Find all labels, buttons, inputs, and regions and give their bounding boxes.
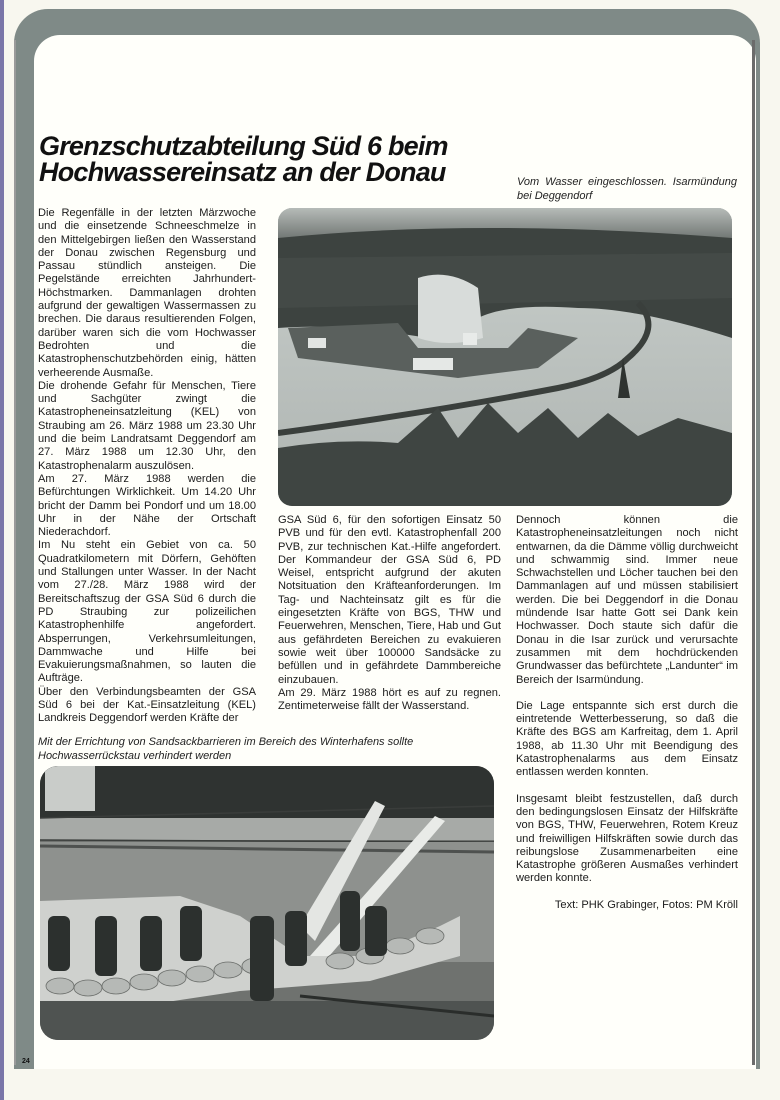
page-number: 24 — [22, 1058, 30, 1065]
right-rule — [752, 40, 755, 1065]
paragraph: Im Nu steht ein Gebiet von ca. 50 Quadratkilometern mit Dörfern, Gehöften und Stallungen unter Wasser. In der Nacht vom 27./28. März 1988 wird der Bereitschaftszug der GSA Süd 6 durch die PD Straubing zur polizeilichen Katastrophenhilfe angefordert. Absperrungen, Verkehrsumleitungen, Dammwache und Hilfe bei Evakuierungsmaßnahmen, so lauten die Aufträge. — [38, 539, 256, 685]
left-rule — [14, 40, 16, 1065]
photo-caption-top: Vom Wasser eingeschlossen. Isarmündung bei Deggendorf — [517, 176, 737, 202]
paragraph: GSA Süd 6, für den sofortigen Einsatz 50 PVB und für den evtl. Katastrophenfall 200 PVB, zur technischen Kat.-Hilfe angefordert. Der Kommandeur der GSA Süd 6, PD Weisel, entspricht aufgrund der akuten Notsituation den Kräfteanforderungen. Im Tag- und Nachteinsatz gilt es für die eingesetzten Kräfte von BGS, THW und Feuerwehren, Menschen, Tiere, Hab und Gut aus gefährdeten Bereichen zu evakuieren sowie weit über 100000 Sandsäcke zu befüllen und in gefährdete Dammbereiche einzubauen. — [278, 514, 501, 686]
paragraph: Die Lage entspannte sich erst durch die eintretende Wetterbesserung, so daß die Kräfte des BGS am Karfreitag, dem 1. April 1988, ab 11.30 Uhr mit Beendigung des Katastrophenalarms aus dem Einsatz entlassen werden konnten. — [516, 699, 738, 779]
scan-edge — [0, 0, 4, 1100]
paragraph: Die Regenfälle in der letzten Märzwoche und die einsetzende Schneeschmelze in den Mittelgebirgen ließen den Wasserstand der Donau zwischen Regensburg und Passau stündlich ansteigen. Die Pegelstände erreichten Jahrhundert-Höchstmarken. Dammanlagen drohten aufgrund der gewaltigen Wassermassen zu brechen. Die daraus resultierenden Folgen, darüber waren sich die vom Hochwasser Bedrohten und die Katastrophenschutzbehörden einig, hätten verheerende Ausmaße. — [38, 207, 256, 379]
flood-photo-graphic — [278, 208, 732, 506]
paragraph: Dennoch können die Katastropheneinsatzleitungen noch nicht entwarnen, da die Dämme völlig durchweicht und schwammig sind. Immer neue Schwachstellen und Löcher tauchen bei den Dammanlagen auf und müssen stabilisiert werden. Die bei Deggendorf in die Donau mündende Isar hatte Gott sei Dank kein Hochwasser. Doch staute sich dafür die Donau in die Isar zurück und verursachte zusammen mit dem hochdrückenden Grundwasser das befürchtete „Landunter“ im Bereich der Isarmündung. — [516, 514, 738, 686]
article-column-right — [516, 514, 738, 912]
article-headline: Grenzschutzabteilung Süd 6 beim Hochwassereinsatz an der Donau — [39, 131, 448, 187]
paragraph: Am 29. März 1988 hört es auf zu regnen. Zentimeterweise fällt der Wasserstand. — [278, 686, 501, 713]
article-column-left — [38, 207, 256, 726]
paragraph: Insgesamt bleibt festzustellen, daß durch den bedingungslosen Einsatz der Hilfskräfte von BGS, THW, Feuerwehren, Rotem Kreuz und freiwilligen Hilfskräften sowie durch das reibungslose Zusammenarbeiten eine Katastrophe größeren Ausmaßes verhindert werden konnte. — [516, 792, 738, 885]
article-credit: Text: PHK Grabinger, Fotos: PM Kröll — [554, 898, 738, 911]
sandbag-barrier-photo — [40, 766, 494, 1040]
photo-caption-bottom: Mit der Errichtung von Sandsackbarrieren im Bereich des Winterhafens sollte Hochwasserrückstau verhindert werden — [38, 736, 414, 762]
sandbag-photo-graphic — [40, 766, 494, 1040]
paragraph: Die drohende Gefahr für Menschen, Tiere und Sachgüter zwingt die Katastropheneinsatzleitung (KEL) von Straubing am 26. März 1988 um 23.30 Uhr und die beim Landratsamt Deggendorf am 27. März 1988 um 12.30 Uhr, den Katastrophenalarm auszulösen. — [38, 379, 256, 472]
flood-aerial-photo — [278, 208, 732, 506]
paragraph: Über den Verbindungsbeamten der GSA Süd 6 bei der Kat.-Einsatzleitung (KEL) Landkreis Deggendorf werden Kräfte der — [38, 685, 256, 725]
article-column-middle — [278, 514, 501, 713]
paragraph: Am 27. März 1988 werden die Befürchtungen Wirklichkeit. Um 14.20 Uhr bricht der Damm bei Pondorf und um 18.00 Uhr in der Nähe der Ortschaft Niederachdorf. — [38, 472, 256, 539]
